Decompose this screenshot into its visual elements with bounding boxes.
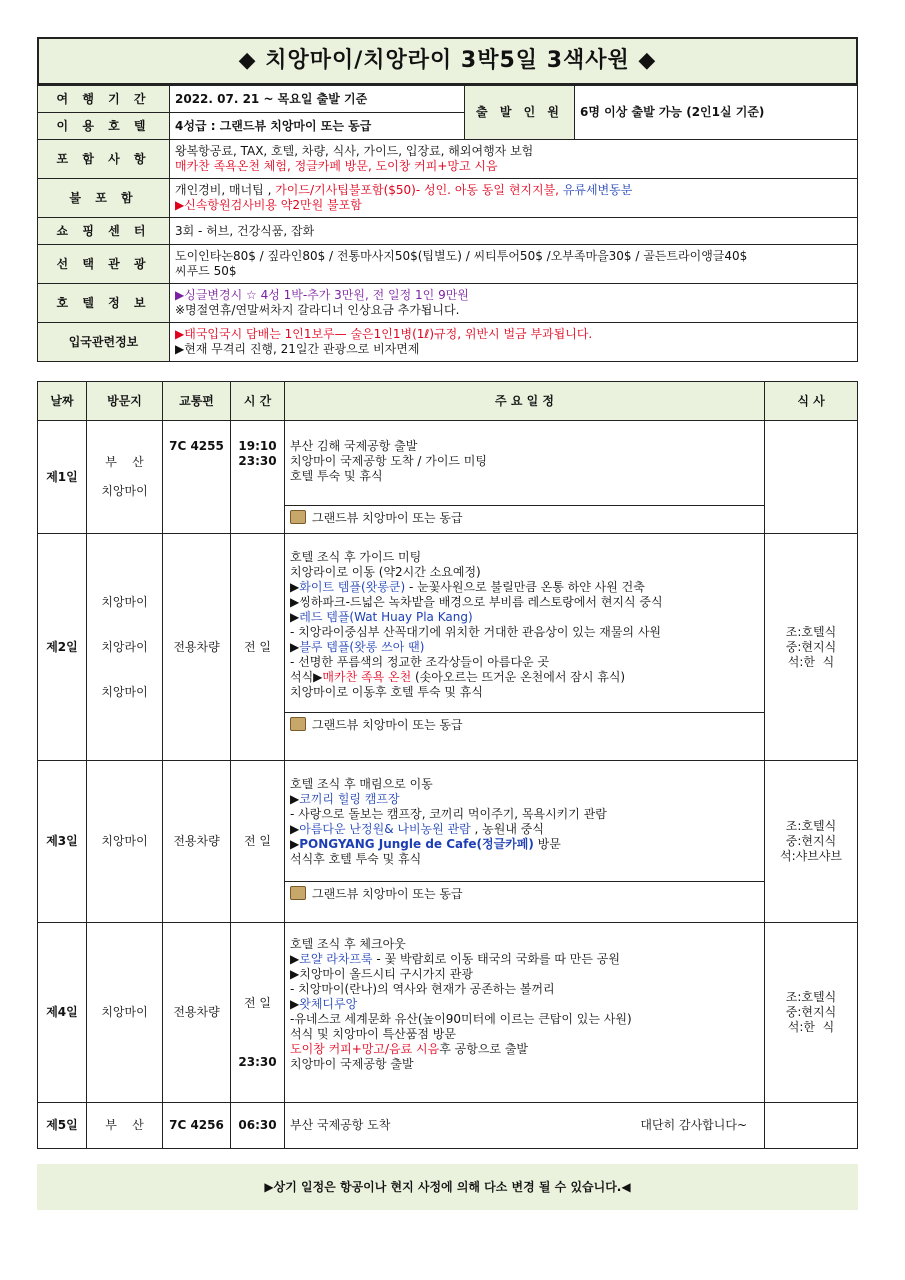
day3-meal <box>765 761 858 923</box>
bullet: ▶ <box>290 610 300 624</box>
entry-line-1: ▶태국입국시 담배는 1인1보루— 술은1인1병(1ℓ)규정, 위반시 벌금 부과됩니다. <box>175 327 593 341</box>
day1-hotel-note: 그랜드뷰 치앙마이 또는 동급 <box>312 511 463 525</box>
period-label: 여 행 기 간 <box>38 86 170 113</box>
day2-line: - 선명한 푸름색의 정교한 조각상들이 아름다운 곳 <box>290 655 550 669</box>
option-label: 선 택 관 광 <box>38 245 170 284</box>
option-cell <box>170 245 858 284</box>
day2-meal-3: 석:한 식 <box>787 654 835 669</box>
day2-itinerary <box>285 534 765 761</box>
header-transport: 교통편 <box>163 382 231 421</box>
header-time: 시 간 <box>231 382 285 421</box>
day3-meal-2: 중:현지식 <box>785 834 837 848</box>
day2-line: - 치앙라이중심부 산꼭대기에 위치한 거대한 관음상이 있는 재물의 사원 <box>290 625 662 639</box>
day1-hotel-row <box>285 505 764 530</box>
elephant-camp: 코끼리 힐링 캠프장 <box>299 792 400 806</box>
day1-place-2: 치앙마이 <box>101 484 148 498</box>
day5-label: 제5일 <box>38 1103 87 1149</box>
day2-time: 전 일 <box>231 534 285 761</box>
hotelinfo-line-2: ※명절연휴/연말써차지 갈라디너 인상요금 추가됩니다. <box>175 303 460 317</box>
day2-line: ▶씽하파크-드넓은 녹차밭을 배경으로 부비름 레스토랑에서 현지식 중식 <box>290 595 663 609</box>
exclude-label: 불 포 함 <box>38 179 170 218</box>
day4-meal-3: 석:한 식 <box>787 1020 835 1034</box>
exclude-cell <box>170 179 858 218</box>
day3-line: - 사랑으로 돌보는 캠프장, 코끼리 먹이주기, 목욕시키기 관람 <box>290 807 607 821</box>
option-line-2: 씨푸드 50$ <box>175 264 237 278</box>
include-cell <box>170 140 858 179</box>
hot-spring: 매카찬 족욕 온천 <box>322 670 412 684</box>
day3-line <box>290 792 759 807</box>
day1-line: 치앙마이 국제공항 도착 / 가이드 미팅 <box>290 454 487 468</box>
day4-line: - 치앙마이(란나)의 역사와 현재가 공존하는 볼꺼리 <box>290 982 555 996</box>
hotelinfo-cell <box>170 284 858 323</box>
red-temple: 레드 템플(Wat Huay Pla Kang) <box>299 610 473 624</box>
day2-hotel-note: 그랜드뷰 치앙마이 또는 동급 <box>312 718 463 732</box>
day3-meal-1: 조:호텔식 <box>785 819 837 833</box>
day3-line: 석식후 호텔 투숙 및 휴식 <box>290 852 422 866</box>
day4-line <box>290 1042 759 1057</box>
trip-info-table <box>37 85 858 362</box>
hotel-icon <box>290 510 306 524</box>
coffee-tasting: 도이창 커피+망고/음료 시음 <box>290 1042 440 1056</box>
day4-meal-2: 중:현지식 <box>785 1005 837 1019</box>
pax-label: 출 발 인 원 <box>465 86 575 140</box>
day2-line <box>290 640 759 655</box>
day1-time-1: 19:10 <box>238 439 277 453</box>
day4-label: 제4일 <box>38 923 87 1103</box>
orchid-garden: 아름다운 난정원& 나비농원 관람 <box>299 822 471 836</box>
exclude-line-1 <box>175 183 852 198</box>
include-label: 포 함 사 항 <box>38 140 170 179</box>
hotel-icon <box>290 886 306 900</box>
day1-line: 부산 김해 국제공항 출발 <box>290 439 418 453</box>
day3-itinerary <box>285 761 765 923</box>
shop-value: 3회 - 허브, 건강식품, 잡화 <box>170 218 858 245</box>
day1-meal <box>765 421 858 534</box>
day2-place-2: 치앙라이 <box>101 639 148 654</box>
day1-place-1: 부 산 <box>105 455 144 469</box>
day2-line: 치앙마이로 이동후 호텔 투숙 및 휴식 <box>290 685 483 699</box>
day2-line: 치앙라이로 이동 (약2시간 소요예정) <box>290 565 481 579</box>
bullet: ▶ <box>290 997 300 1011</box>
day2-place-3: 치앙마이 <box>101 684 148 699</box>
bullet: ▶ <box>290 837 300 851</box>
white-temple: 화이트 템플(왓롱쿤) <box>299 580 406 594</box>
day3-meal-3: 석:샤브샤브 <box>779 849 842 863</box>
bullet: ▶ <box>290 952 300 966</box>
hotel-icon <box>290 717 306 731</box>
wat-chedi-luang: 왓체디루앙 <box>299 997 358 1011</box>
entry-cell <box>170 323 858 362</box>
day1-time-2: 23:30 <box>238 454 277 468</box>
day5-time: 06:30 <box>231 1103 285 1149</box>
day2-line: 호텔 조식 후 가이드 미팅 <box>290 550 422 564</box>
header-meal: 식 사 <box>765 382 858 421</box>
day2-line <box>290 580 759 595</box>
include-line-2: 매카찬 족욕온천 체험, 정글카페 방문, 도이창 커피+망고 시음 <box>175 159 498 173</box>
day4-line: -유네스코 세계문화 유산(높이90미터에 이르는 큰탑이 있는 사원) <box>290 1012 632 1026</box>
day1-places <box>87 421 163 534</box>
day4-transport: 전용차량 <box>163 923 231 1103</box>
day2-meal-1: 조:호텔식 <box>785 624 837 639</box>
exclude-text-a: 개인경비, 매너팁 , <box>175 183 276 197</box>
include-line-1: 왕복항공료, TAX, 호텔, 차량, 식사, 가이드, 입장료, 해외여행자 보험 <box>175 144 534 158</box>
day4-line: 석식 및 치앙마이 특산품점 방문 <box>290 1027 456 1041</box>
day3-line <box>290 837 759 852</box>
day4-meal <box>765 923 858 1103</box>
day2-label: 제2일 <box>38 534 87 761</box>
day4-meal-1: 조:호텔식 <box>785 990 837 1004</box>
bullet: ▶ <box>290 792 300 806</box>
day5-meal <box>765 1103 858 1149</box>
jungle-cafe-desc: 방문 <box>533 837 561 851</box>
entry-label: 입국관련정보 <box>38 323 170 362</box>
day4-line: 호텔 조식 후 체크아웃 <box>290 937 406 951</box>
day1-times <box>231 421 285 534</box>
day3-hotel-row <box>285 881 764 906</box>
day2-places <box>87 534 163 761</box>
page-title: ◆ 치앙마이/치앙라이 3박5일 3색사원 ◆ <box>37 37 858 85</box>
shop-label: 쇼 핑 센 터 <box>38 218 170 245</box>
bullet: ▶ <box>290 580 300 594</box>
thanks-text: 대단히 감사합니다~ <box>640 1118 747 1132</box>
dinner-prefix: 석식▶ <box>290 670 323 684</box>
orchid-desc: , 농원내 중식 <box>470 822 544 836</box>
day3-line: 호텔 조식 후 매림으로 이동 <box>290 777 433 791</box>
day3-label: 제3일 <box>38 761 87 923</box>
day4-line <box>290 952 759 967</box>
day2-line <box>290 610 759 625</box>
day2-meal <box>765 534 858 761</box>
hotelinfo-line-1: ▶싱글변경시 ☆ 4성 1박-추가 3만원, 전 일정 1인 9만원 <box>175 288 469 302</box>
day4-time-1: 전 일 <box>244 995 271 1010</box>
exclude-text-c: 유류세변동분 <box>562 183 633 197</box>
pax-value: 6명 이상 출발 가능 (2인1실 기준) <box>575 86 858 140</box>
bullet: ▶ <box>290 640 300 654</box>
schedule-table <box>37 381 858 1149</box>
day3-time: 전 일 <box>231 761 285 923</box>
day4-times <box>231 923 285 1103</box>
exclude-text-b: 가이드/기사팁불포함($50)- 성인. 아동 동일 현지지불, <box>275 183 563 197</box>
day5-place: 부 산 <box>87 1103 163 1149</box>
entry-line-2: ▶현재 무격리 진행, 21일간 관광으로 비자면제 <box>175 342 420 356</box>
coffee-desc: 후 공항으로 출발 <box>439 1042 529 1056</box>
day3-hotel-note: 그랜드뷰 치앙마이 또는 동급 <box>312 887 463 901</box>
bullet: ▶ <box>290 822 300 836</box>
day3-place: 치앙마이 <box>87 761 163 923</box>
day1-transport: 7C 4255 <box>163 421 231 534</box>
hotelinfo-label: 호 텔 정 보 <box>38 284 170 323</box>
day4-time-2: 23:30 <box>238 1054 277 1069</box>
day2-line <box>290 670 759 685</box>
day3-transport: 전용차량 <box>163 761 231 923</box>
header-date: 날짜 <box>38 382 87 421</box>
day3-line <box>290 822 759 837</box>
day4-line <box>290 997 759 1012</box>
royal-park: 로얄 라차프룩 <box>299 952 373 966</box>
royal-park-desc: - 꽃 박람회로 이동 태국의 국화를 따 만든 공원 <box>372 952 620 966</box>
day5-transport: 7C 4256 <box>163 1103 231 1149</box>
day1-itinerary <box>285 421 765 534</box>
header-place: 방문지 <box>87 382 163 421</box>
exclude-line-2: ▶신속항원검사비용 약2만원 불포함 <box>175 198 362 212</box>
period-value: 2022. 07. 21 ~ 목요일 출발 기준 <box>170 86 465 113</box>
day1-line: 호텔 투숙 및 휴식 <box>290 469 383 483</box>
hot-spring-desc: (솟아오르는 뜨거운 온천에서 잠시 휴식) <box>411 670 626 684</box>
day4-place: 치앙마이 <box>87 923 163 1103</box>
blue-temple: 블루 템플(왓롱 쓰아 땐) <box>299 640 425 654</box>
day5-line: 부산 국제공항 도착 <box>290 1118 391 1132</box>
day1-label: 제1일 <box>38 421 87 534</box>
day5-itinerary <box>285 1103 765 1149</box>
option-line-1: 도이인타논80$ / 짚라인80$ / 전통마사지50$(팁별도) / 씨티투어50$ /오부족마을30$ / 골든트라이앵글40$ <box>175 249 748 263</box>
white-temple-desc: - 눈꽃사원으로 불릴만큼 온통 하얀 사원 건축 <box>405 580 645 594</box>
day4-line: 치앙마이 국제공항 출발 <box>290 1057 414 1071</box>
day2-place-1: 치앙마이 <box>101 594 148 609</box>
day2-hotel-row <box>285 712 764 737</box>
footer-note: ▶상기 일정은 항공이나 현지 사정에 의해 다소 변경 될 수 있습니다.◀ <box>37 1164 858 1210</box>
hotel-label: 이 용 호 텔 <box>38 113 170 140</box>
hotel-value: 4성급 : 그랜드뷰 치앙마이 또는 동급 <box>170 113 465 140</box>
day2-transport: 전용차량 <box>163 534 231 761</box>
header-itinerary: 주 요 일 정 <box>285 382 765 421</box>
day4-line: ▶치앙마이 올드시티 구시가지 관광 <box>290 967 473 981</box>
day2-meal-2: 중:현지식 <box>785 639 837 654</box>
itinerary-sheet <box>37 37 858 1149</box>
jungle-cafe: PONGYANG Jungle de Cafe(정글카페) <box>299 837 534 851</box>
day4-itinerary <box>285 923 765 1103</box>
